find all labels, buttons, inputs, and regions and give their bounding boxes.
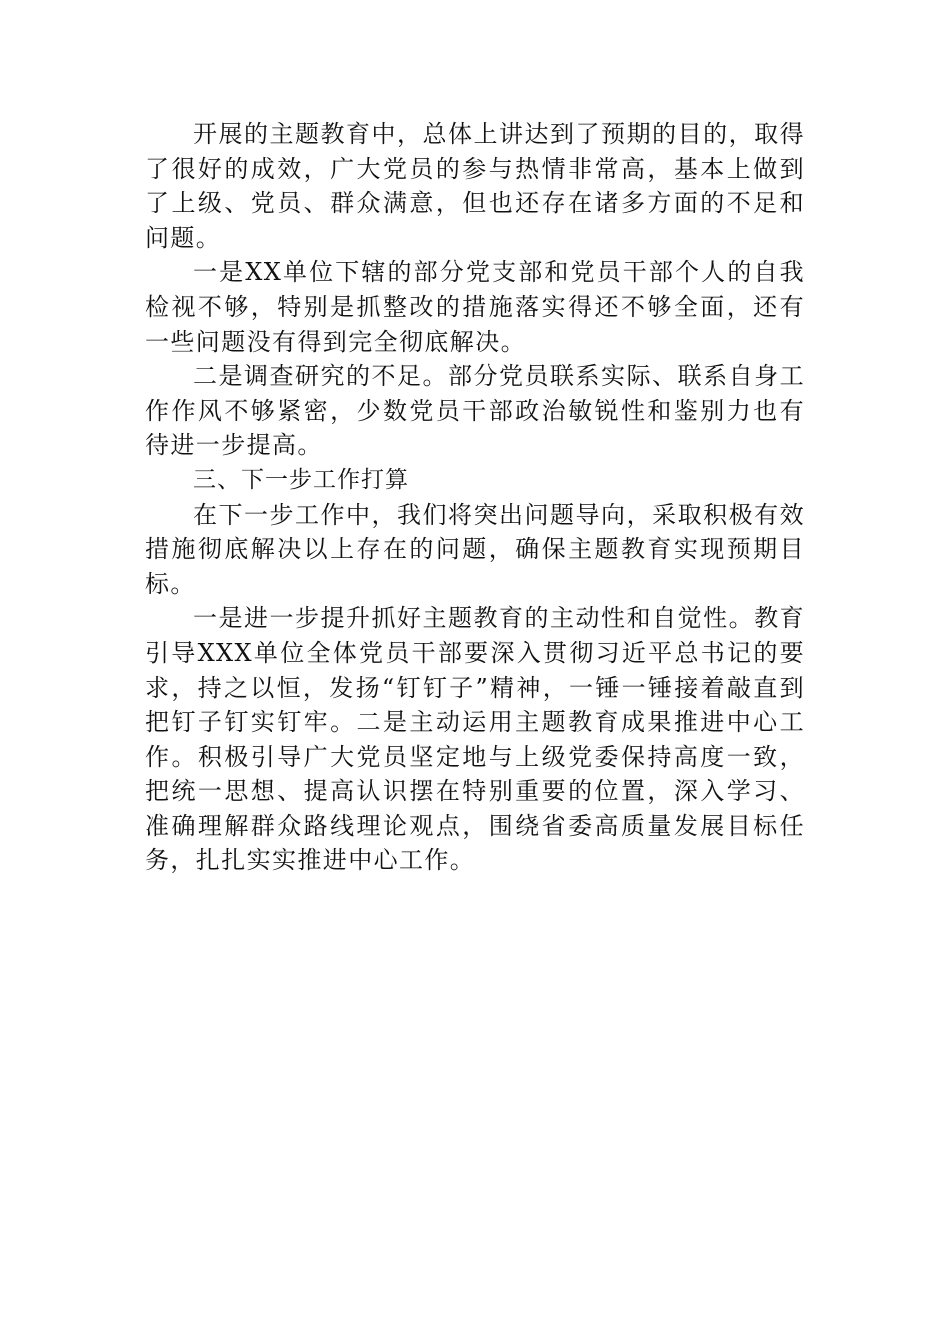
paragraph-problem-one: 一是XX单位下辖的部分党支部和党员干部个人的自我检视不够，特别是抓整改的措施落实得还不够全面，还有一些问题没有得到完全彻底解决。 — [145, 258, 805, 356]
document-body — [145, 117, 805, 878]
paragraph-next-steps-measures: 一是进一步提升抓好主题教育的主动性和自觉性。教育引导XXX单位全体党员干部要深入贯彻习近平总书记的要求，持之以恒，发扬“钉钉子”精神，一锤一锤接着敲直到把钉子钉实钉牢。二是主动运用主题教育成果推进中心工作。积极引导广大党员坚定地与上级党委保持高度一致，把统一思想、提高认识摆在特别重要的位置，深入学习、准确理解群众路线理论观点，围绕省委高质量发展目标任务，扎扎实实推进中心工作。 — [145, 604, 805, 875]
paragraph-summary: 开展的主题教育中，总体上讲达到了预期的目的，取得了很好的成效，广大党员的参与热情非常高，基本上做到了上级、党员、群众满意，但也还存在诸多方面的不足和问题。 — [145, 120, 805, 252]
paragraph-problem-two: 二是调查研究的不足。部分党员联系实际、联系自身工作作风不够紧密，少数党员干部政治敏锐性和鉴别力也有待进一步提高。 — [145, 362, 805, 460]
paragraph-next-steps-intro: 在下一步工作中，我们将突出问题导向，采取积极有效措施彻底解决以上存在的问题，确保主题教育实现预期目标。 — [145, 500, 805, 598]
section-heading: 三、下一步工作打算 — [193, 466, 409, 493]
